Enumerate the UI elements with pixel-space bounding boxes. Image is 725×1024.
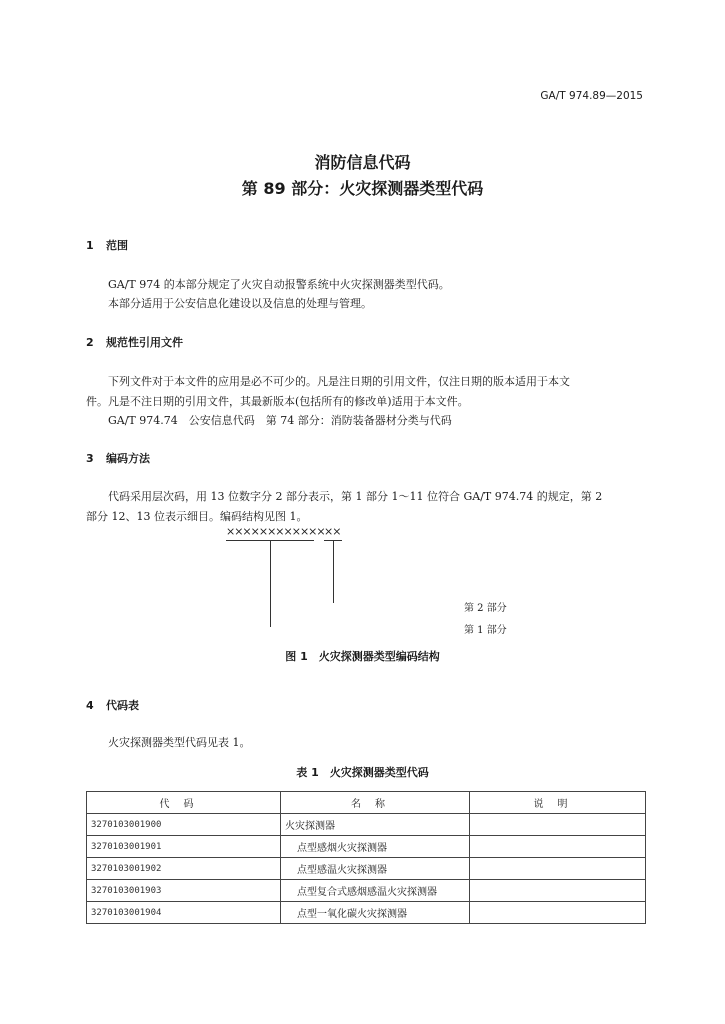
paragraph: 代码采用层次码，用 13 位数字分 2 部分表示，第 1 部分 1～11 位符合 GA/T 974.74 的规定，第 2 <box>108 490 603 503</box>
reference-item: GA/T 974.74 公安信息代码 第 74 部分：消防装备器材分类与代码 <box>108 414 452 427</box>
section-title: 范围 <box>106 239 128 252</box>
part2-leader-line <box>333 541 334 603</box>
cell-note <box>470 836 646 858</box>
section-number: 1 <box>86 239 94 252</box>
cell-name: 火灾探测器 <box>281 814 470 836</box>
paragraph: 部分 12、13 位表示细目。编码结构见图 1。 <box>86 510 308 523</box>
cell-code: 3270103001900 <box>87 814 281 836</box>
cell-note <box>470 902 646 924</box>
section-number: 2 <box>86 336 94 349</box>
code-table <box>86 791 646 924</box>
table-row <box>87 858 646 880</box>
section-number: 4 <box>86 699 94 712</box>
header-code: 代码 <box>87 792 281 814</box>
figure-caption: 图 1 火灾探测器类型编码结构 <box>285 650 440 663</box>
section-title: 编码方法 <box>106 452 150 465</box>
paragraph: 下列文件对于本文件的应用是必不可少的。凡是注日期的引用文件，仅注日期的版本适用于本文 <box>108 375 570 388</box>
part1-leader-line <box>270 541 271 627</box>
section-heading-scope <box>86 237 128 253</box>
code-part1-placeholder: ×××××××××××× <box>226 525 325 538</box>
document-title: 消防信息代码 <box>314 153 411 172</box>
table-row <box>87 902 646 924</box>
standard-number: GA/T 974.89—2015 <box>540 90 643 102</box>
cell-note <box>470 858 646 880</box>
paragraph: 件。凡是不注日期的引用文件，其最新版本(包括所有的修改单)适用于本文件。 <box>86 395 469 408</box>
cell-name: 点型复合式感烟感温火灾探测器 <box>281 880 470 902</box>
section-title: 规范性引用文件 <box>106 336 183 349</box>
code-part2-placeholder: ×× <box>324 525 341 538</box>
cell-code: 3270103001904 <box>87 902 281 924</box>
table-header-row <box>87 792 646 814</box>
section-number: 3 <box>86 452 94 465</box>
paragraph: 本部分适用于公安信息化建设以及信息的处理与管理。 <box>108 297 372 310</box>
cell-name: 点型感烟火灾探测器 <box>281 836 470 858</box>
table-row <box>87 814 646 836</box>
cell-code: 3270103001902 <box>87 858 281 880</box>
cell-code: 3270103001901 <box>87 836 281 858</box>
table-row <box>87 836 646 858</box>
paragraph: GA/T 974 的本部分规定了火灾自动报警系统中火灾探测器类型代码。 <box>108 278 450 291</box>
section-heading-normative-references <box>86 334 183 350</box>
table-caption: 表 1 火灾探测器类型代码 <box>296 766 429 779</box>
cell-code: 3270103001903 <box>87 880 281 902</box>
label-part1: 第 1 部分 <box>464 625 507 636</box>
document-subtitle: 第 89 部分：火灾探测器类型代码 <box>241 179 484 198</box>
header-note: 说明 <box>470 792 646 814</box>
header-name: 名称 <box>281 792 470 814</box>
cell-note <box>470 880 646 902</box>
label-part2: 第 2 部分 <box>464 603 507 614</box>
cell-note <box>470 814 646 836</box>
cell-name: 点型一氧化碳火灾探测器 <box>281 902 470 924</box>
section-heading-coding-method <box>86 450 150 466</box>
table-row <box>87 880 646 902</box>
section-heading-code-table <box>86 697 139 713</box>
section-title: 代码表 <box>106 699 139 712</box>
cell-name: 点型感温火灾探测器 <box>281 858 470 880</box>
paragraph: 火灾探测器类型代码见表 1。 <box>108 736 251 749</box>
